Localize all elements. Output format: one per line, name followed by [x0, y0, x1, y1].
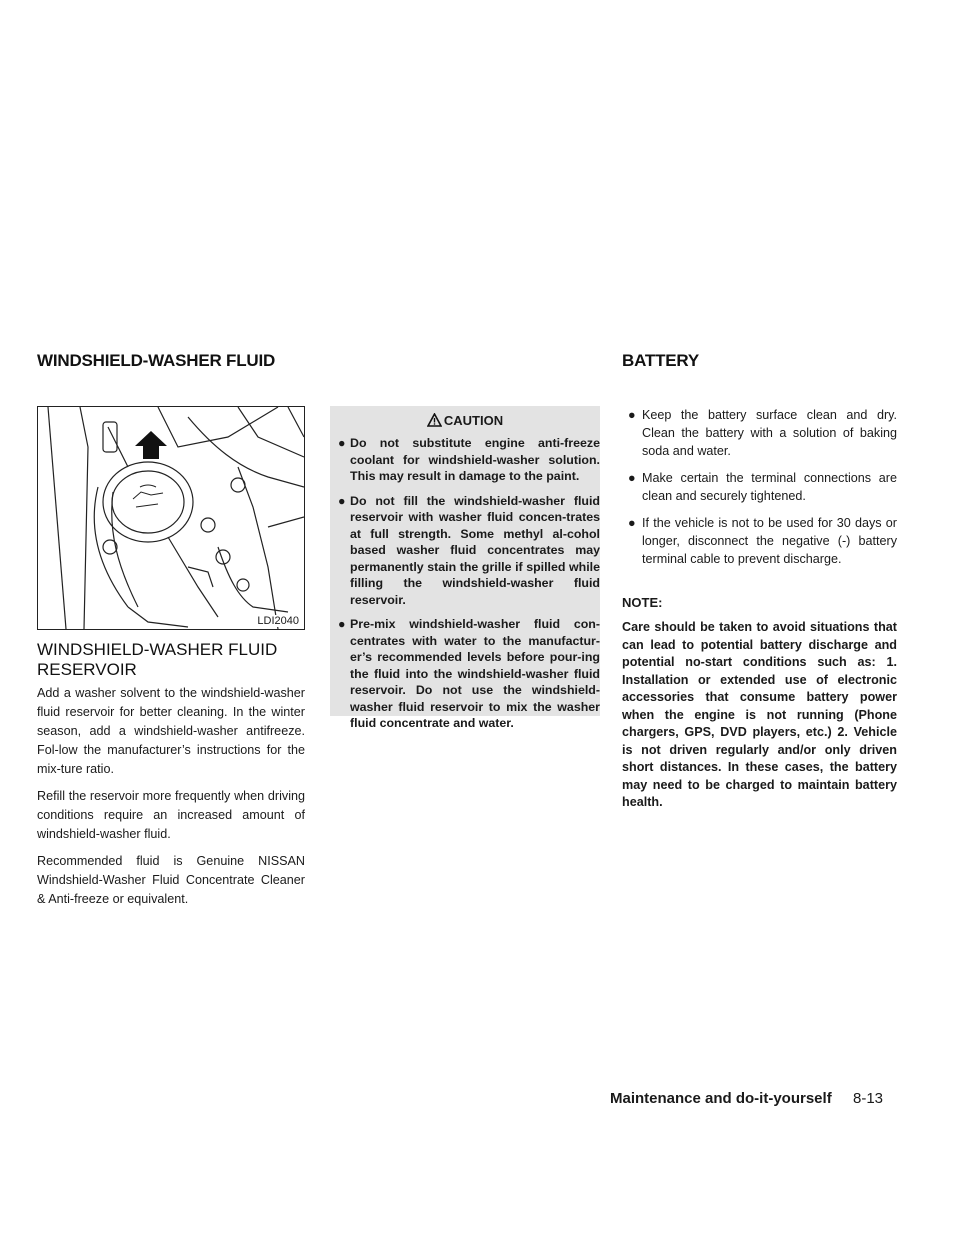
battery-item: ● If the vehicle is not to be used for 30 days or longer, disconnect the negative (-) battery terminal cable to prevent discharge. [628, 516, 897, 566]
footer-section-title: Maintenance and do-it-yourself [610, 1090, 832, 1107]
bullet-icon: ● [338, 436, 346, 450]
washer-reservoir-cap-illustration [38, 407, 304, 629]
figure-code: LDI2040 [257, 615, 299, 627]
caution-item: ● Pre-mix windshield-washer fluid con-centrates with water to the manufactur-er’s recommended levels before pour-ing the fluid into the windshield-washer fluid reservoir. Do not use the windshield-washer fluid reservoir to mix the washer fluid concentrate and water. [338, 617, 600, 730]
battery-item: ● Keep the battery surface clean and dry. Clean the battery with a solution of baking soda and water. [628, 408, 897, 458]
note-text: Care should be taken to avoid situations that can lead to potential battery discharge and potential no-start conditions such as: 1. Installation or extended use of electronic accessories that consume battery power when the engine is not running (Phone chargers, GPS, DVD players, etc.) 2. Vehicle is not driven regularly and/or only driven short distances. In these cases, the battery may need to be charged to maintain battery health. [622, 620, 897, 809]
section-heading-washer: WINDSHIELD-WASHER FLUID [37, 351, 276, 370]
bullet-icon: ● [628, 516, 636, 530]
bullet-icon: ● [338, 617, 346, 631]
note-label: NOTE: [622, 595, 663, 610]
caution-box [330, 406, 600, 730]
washer-reservoir-figure [37, 406, 305, 630]
caution-item: ● Do not fill the windshield-washer fluid reservoir with washer fluid concen-trates at full strength. Some methyl al-cohol based washer fluid concentrates may permanently stain the grille if spilled while filling the windshield-washer fluid reservoir. [338, 493, 600, 607]
caution-heading [330, 413, 600, 428]
washer-paragraph: Refill the reservoir more frequently when driving conditions require an increased amount of windshield-washer fluid. [37, 789, 305, 841]
arrow-up-icon [135, 431, 167, 459]
bullet-icon: ● [628, 408, 636, 422]
caution-list [338, 435, 600, 740]
warning-triangle-icon [427, 413, 442, 427]
bullet-icon: ● [338, 493, 346, 508]
washer-paragraph: Add a washer solvent to the windshield-washer fluid reservoir for better cleaning. In the winter season, add a windshield-washer antifreeze. Fol-low the manufacturer’s instructions for the mix-ture ratio. [37, 686, 305, 776]
battery-list [622, 406, 897, 577]
footer-page-number: 8-13 [853, 1090, 884, 1107]
washer-paragraph: Recommended fluid is Genuine NISSAN Windshield-Washer Fluid Concentrate Cleaner & Anti-freeze or equivalent. [37, 854, 305, 906]
battery-item: ● Make certain the terminal connections are clean and securely tightened. [628, 471, 897, 503]
section-heading-battery: BATTERY [622, 351, 699, 370]
caution-item: ● Do not substitute engine anti-freeze coolant for windshield-washer solution. This may result in damage to the paint. [338, 436, 600, 483]
caution-title: CAUTION [443, 413, 504, 428]
washer-subtitle: WINDSHIELD-WASHER FLUID RESERVOIR [37, 640, 278, 679]
bullet-icon: ● [628, 471, 636, 485]
washer-body [37, 684, 305, 917]
